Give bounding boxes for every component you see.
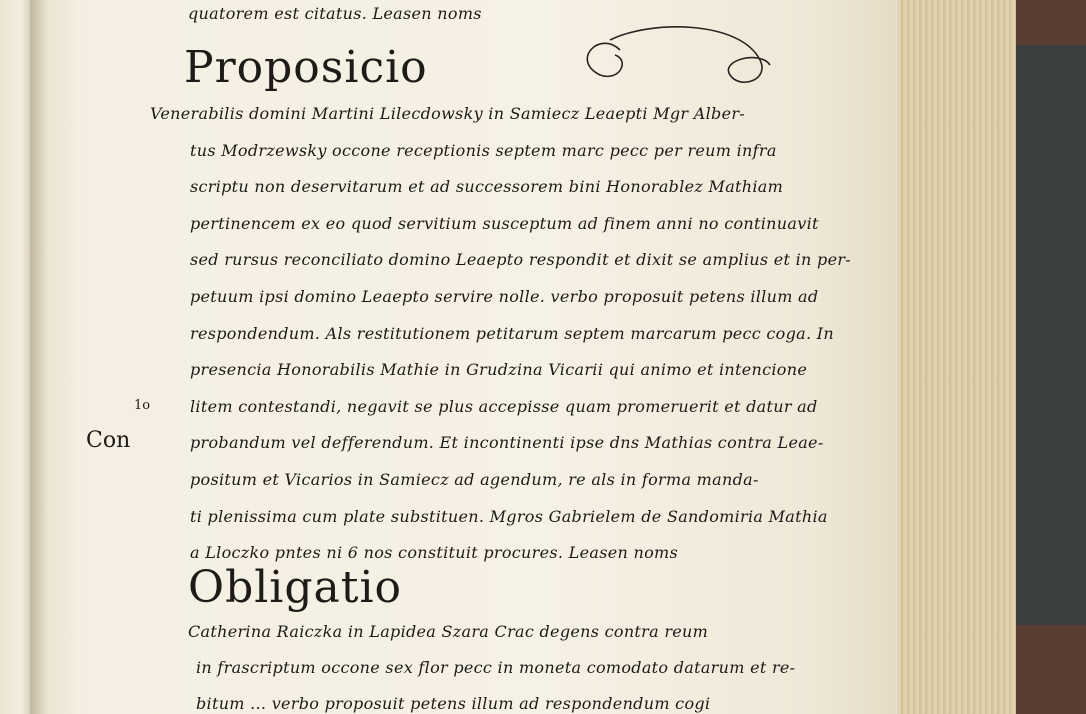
manuscript-line: sed rursus reconciliato domino Leaepto respondit et dixit se amplius et in per-	[190, 250, 852, 270]
manuscript-line: respondendum. Als restitutionem petitarum septem marcarum pecc coga. In	[190, 323, 834, 343]
left-page-edge	[0, 0, 30, 714]
manuscript-line: positum et Vicarios in Samiecz ad agendum, re als in forma manda-	[190, 470, 759, 489]
top-line: quatorem est citatus. Leasen noms	[188, 4, 482, 23]
book-cover-inner	[1016, 45, 1086, 625]
margin-note: Con	[86, 428, 131, 453]
manuscript-line: presencia Honorabilis Mathie in Grudzina Vicarii qui animo et intencione	[190, 360, 808, 380]
manuscript-line: Venerabilis domini Martini Lilecdowsky in Samiecz Leaepti Mgr Alber-	[150, 104, 746, 123]
heading-obligatio: Obligatio	[188, 562, 403, 613]
decorative-flourish	[560, 20, 780, 110]
manuscript-line: litem contestandi, negavit se plus accepisse quam promeruerit et datur ad	[190, 396, 818, 416]
manuscript-line: a Lloczko pntes ni 6 nos constituit procures. Leasen noms	[190, 543, 678, 563]
margin-number: 1o	[134, 398, 151, 413]
manuscript-line: probandum vel defferendum. Et incontinenti ipse dns Mathias contra Leae-	[190, 433, 824, 453]
page-edges	[898, 0, 1016, 714]
manuscript-line: in frascriptum occone sex flor pecc in moneta comodato datarum et re-	[196, 658, 796, 677]
page-gutter-shadow	[30, 0, 48, 714]
manuscript-line: Catherina Raiczka in Lapidea Szara Crac degens contra reum	[188, 622, 709, 641]
manuscript-line: tus Modrzewsky occone receptionis septem marc pecc per reum infra	[190, 140, 777, 160]
manuscript-line: ti plenissima cum plate substituen. Mgros Gabrielem de Sandomiria Mathia	[190, 506, 828, 526]
manuscript-line: scriptu non deservitarum et ad successorem bini Honorablez Mathiam	[190, 177, 784, 197]
manuscript-line: bitum ... verbo proposuit petens illum ad respondendum cogi	[196, 694, 711, 713]
manuscript-line: pertinencem ex eo quod servitium susceptum ad finem anni no continuavit	[190, 213, 819, 233]
heading-proposicio: Proposicio	[184, 42, 428, 93]
manuscript-line: petuum ipsi domino Leaepto servire nolle. verbo proposuit petens illum ad	[190, 287, 819, 306]
